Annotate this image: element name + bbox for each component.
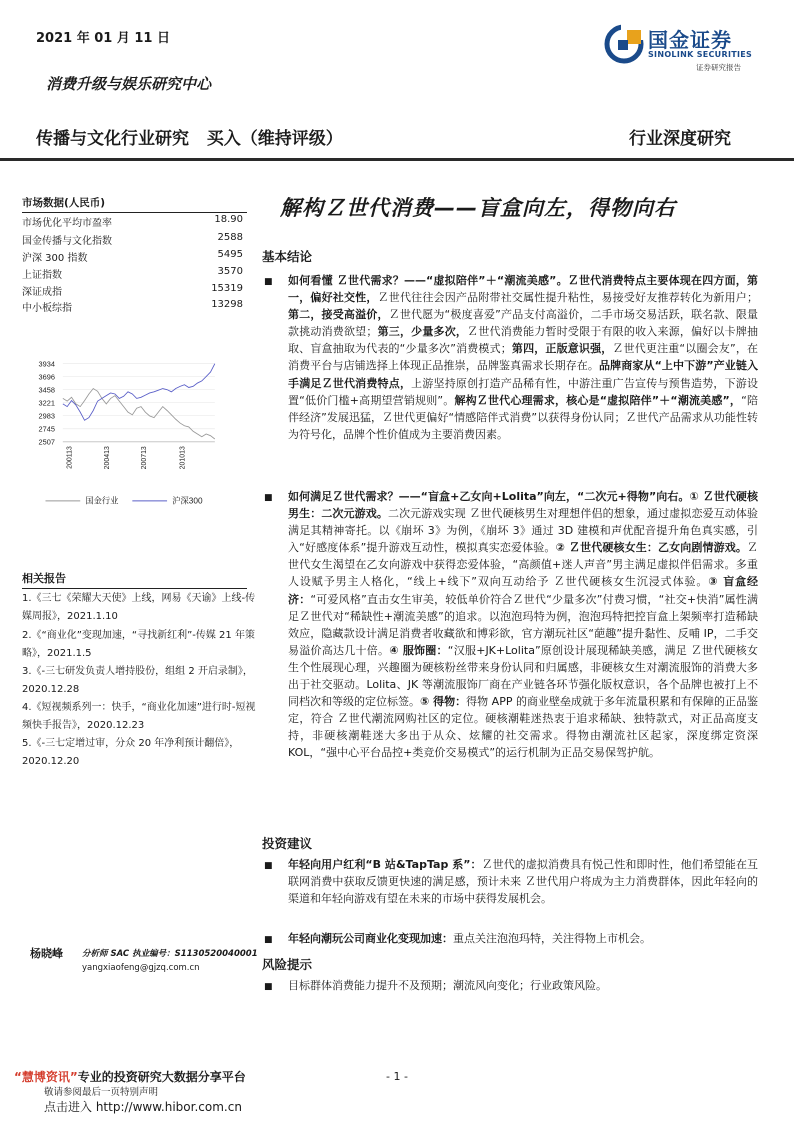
related-report-date: 2020.12.20 <box>22 756 80 767</box>
market-row <box>22 299 247 316</box>
footer-tagline: 专业的投资研究大数据分享平台 <box>77 1070 246 1084</box>
section-risk: 风险提示 <box>262 957 313 972</box>
market-row <box>22 214 247 231</box>
related-report-date: 2020.12.28 <box>22 684 80 695</box>
series-line-csi300 <box>63 364 215 421</box>
market-data-title: 市场数据(人民币) <box>22 195 247 213</box>
research-center-name: 消费升级与娱乐研究中心 <box>46 75 212 93</box>
footer-brand: “慧博资讯”专业的投资研究大数据分享平台 <box>14 1070 246 1084</box>
footer-note: 敬请参阅最后一页特别声明 <box>44 1087 159 1098</box>
related-report-text: 5.《-三七定增过审，分众 20 年净利预计翻倍》， <box>22 738 240 749</box>
x-tick-label: 200713 <box>141 446 149 470</box>
paragraph-meet-demand: 如何满足Ｚ世代需求？——“盲盒+乙女向+Lolita”向左，“二次元+得物”向右。① Ｚ世代硬核男生：二次元游戏。二次元游戏实现 Ｚ世代硬核男生对理想伴侣的想象，通过虚拟恋爱互动体验满足其精神寄托。以《崩坏 3》为例，《崩坏 3》通过 3D 建模和声优配音提升角色真实感，引入“好感度体系”提升游戏互动性，模拟真实恋爱体验。② Ｚ世代硬核女生：乙女向剧情游戏。Ｚ世代女生渴望在乙女向游戏中获得恋爱体验，“高颜值+迷人声音”男主满足虚拟伴侣需求。多重人设赋予男主人格化，“线上+线下”双向互动给予 Ｚ世代硬核女生沉浸式体验。③ 盲盒经济：“可爱风格”直击女生审美，较低单价符合Ｚ世代“少量多次”付费习惯，“社交+快消”属性满足Ｚ世代对“稀缺性+潮流美感”的追求。以泡泡玛特为例，泡泡玛特把控盲盒上架频率打造稀缺效应，隐藏款设计满足消费者收藏欲和博彩欲，官方潮玩社区“葩趣”提升黏性、反哺 IP，二手交易溢价高达几十倍。④ 服饰圈：“汉服+JK+Lolita”原创设计展现稀缺美感，满足 Ｚ世代硬核女生个性展现心理，兴趣圈为硬核粉丝带来身份认同和归属感，非硬核女生对潮流服饰的消费大多出于社交驱动。Lolita、JK 等潮流服饰厂商在产业链各环节强化版权意识，各个品牌也被打上不同档次和等级的定位标签。⑤ 得物：得物 APP 的商业壁垒成就于多年流量积累和有保障的正品鉴定，符合 Ｚ世代潮流网购社区的定位。硬核潮鞋迷热衷于追求稀缺、独特款式，对正品高度支持，非硬核潮鞋迷大多出于从众、炫耀的社交需求。得物由潮流社区起家，深度绑定资深 KOL，“强中心平台品控+类竞价交易模式”的运行机制为正品交易保驾护航。 <box>288 490 758 760</box>
analyst-role: 分析师 SAC 执业编号：S1130520040001 <box>82 949 258 959</box>
related-report-text: 3.《-三七研发负责人增持股份，组组 2 开启录制》， <box>22 666 253 677</box>
footer-link[interactable]: 点击进入 http://www.hibor.com.cn <box>44 1100 242 1114</box>
footer-brand-name: 慧博资讯 <box>21 1070 70 1084</box>
related-reports-title: 相关报告 <box>22 570 247 589</box>
analyst-name: 杨晓峰 <box>30 947 63 960</box>
market-row-label: 深证成指 <box>22 287 62 298</box>
y-tick-label: 3221 <box>38 398 55 408</box>
market-row-label: 沪深 300 指数 <box>22 253 88 264</box>
report-title: 解构Ｚ世代消费——盲盒向左，得物向右 <box>280 196 676 220</box>
y-tick-label: 2983 <box>38 411 55 421</box>
paragraph-risk: 目标群体消费能力提升不及预期；潮流风向变化；行业政策风险。 <box>288 979 607 992</box>
market-row-value: 18.90 <box>214 214 243 225</box>
related-report-date: 2021.1.5 <box>47 648 92 659</box>
related-report-item[interactable] <box>22 735 257 771</box>
market-row-label: 上证指数 <box>22 270 62 281</box>
logo-sub-text: 证券研究报告 <box>696 63 741 72</box>
y-tick-label: 3458 <box>38 385 55 395</box>
related-report-text: 4.《短视频系列一：快手，“商业化加速”进行时-短视频快手报告》， <box>22 702 256 731</box>
market-row-label: 国金传播与文化指数 <box>22 236 112 247</box>
index-line-chart <box>22 355 247 520</box>
related-report-item[interactable] <box>22 627 257 663</box>
market-row-value: 13298 <box>211 299 243 310</box>
company-logo <box>604 22 764 82</box>
series-line-industry <box>63 389 215 439</box>
y-tick-label: 3934 <box>38 359 55 369</box>
y-tick-label: 2745 <box>38 424 55 434</box>
legend-label: 沪深300 <box>172 496 203 506</box>
related-report-text: 1.《三七《荣耀大天使》上线，网易《天谕》上线-传媒周报》， <box>22 593 256 622</box>
industry-rating: 传播与文化行业研究 买入（维持评级） <box>36 129 343 149</box>
bullet-icon: ■ <box>264 277 273 287</box>
market-row <box>22 283 247 300</box>
market-row-label: 中小板综指 <box>22 303 72 314</box>
market-row-value: 15319 <box>211 283 243 294</box>
page-number: - 1 - <box>386 1070 408 1083</box>
section-investment: 投资建议 <box>262 836 313 851</box>
paragraph-invest-2: 年轻向潮玩公司商业化变现加速：重点关注泡泡玛特，关注得物上市机会。 <box>288 932 651 945</box>
legend-label: 国金行业 <box>85 496 119 506</box>
paragraph-z-demand: 如何看懂 Ｚ世代需求？——“虚拟陪伴”＋“潮流美感”。Ｚ世代消费特点主要体现在四方面，第一，偏好社交性，Ｚ世代往往会因产品附带社交属性提升粘性，易接受好友推荐转化为新用户；第二，接受高溢价，Ｚ世代愿为“极度喜爱”产品支付高溢价，二手市场交易活跃，联名款、限量款挑动消费欲望；第三，少量多次，Ｚ世代消费能力暂时受限于有限的收入来源，偏好以卡牌抽取、盲盒抽取为代表的“少量多次”消费模式；第四，正版意识强，Ｚ世代更注重“以圈会友”，在消费平台与店铺选择上体现正品推崇，品牌鉴真需求长期存在。品牌商家从“上中下游”产业链入手满足Ｚ世代消费特点，上游坚持原创打造产品稀有性，中游注重广告宣传与预售造势，下游设置“低价门槛+高期望营销规则”。解构Ｚ世代心理需求，核心是“虚拟陪伴”＋“潮流美感”，“陪伴经济”发展迅猛，Ｚ世代更偏好“情感陪伴式消费”以获得身份认同；Ｚ世代产品需求从功能性转为符号化，品牌个性价值成为主要消费因素。 <box>288 274 759 441</box>
bullet-icon: ■ <box>264 935 273 945</box>
bullet-icon: ■ <box>264 982 273 992</box>
paragraph-invest-1: 年轻向用户红利“B 站&TapTap 系”：Ｚ世代的虚拟消费具有悦己性和即时性，他们希望能在互联网消费中获取反馈更快速的满足感，预计未来 Ｚ世代用户将成为主力消费群体，因此年轻向的渠道和年轻向游戏有望在未来的市场中获得发展机会。 <box>288 858 759 906</box>
x-tick-label: 201013 <box>179 446 187 470</box>
analyst-email[interactable]: yangxiaofeng@gjzq.com.cn <box>82 963 200 973</box>
related-report-text: 2.《“商业化”变现加速，“寻找新红利”-传媒 21 年策略》， <box>22 630 255 659</box>
analyst-info <box>82 947 258 975</box>
market-row-value: 2588 <box>217 232 243 243</box>
bullet-icon: ■ <box>264 861 273 871</box>
logo-en-text: SINOLINK SECURITIES <box>648 50 753 59</box>
market-row-label: 市场优化平均市盈率 <box>22 218 112 229</box>
related-report-item[interactable] <box>22 590 257 626</box>
section-basic-conclusion: 基本结论 <box>262 249 313 264</box>
logo-cn-text: 国金证券 <box>648 28 732 52</box>
report-date: 2021 年 01 月 11 日 <box>36 31 170 46</box>
market-row-value: 3570 <box>217 266 243 277</box>
market-row <box>22 266 247 283</box>
x-tick-label: 200113 <box>66 446 74 469</box>
market-row <box>22 249 247 266</box>
market-row <box>22 232 247 249</box>
market-row-value: 5495 <box>217 249 243 260</box>
related-report-item[interactable] <box>22 699 257 735</box>
report-type: 行业深度研究 <box>629 129 731 149</box>
y-tick-label: 2507 <box>38 437 55 447</box>
related-report-date: 2021.1.10 <box>67 611 118 622</box>
bullet-icon: ■ <box>264 493 273 503</box>
related-report-date: 2020.12.23 <box>87 720 145 731</box>
sinolink-logo-icon <box>604 24 644 64</box>
x-tick-label: 200413 <box>103 446 111 470</box>
y-tick-label: 3696 <box>38 372 55 382</box>
related-report-item[interactable] <box>22 663 257 699</box>
